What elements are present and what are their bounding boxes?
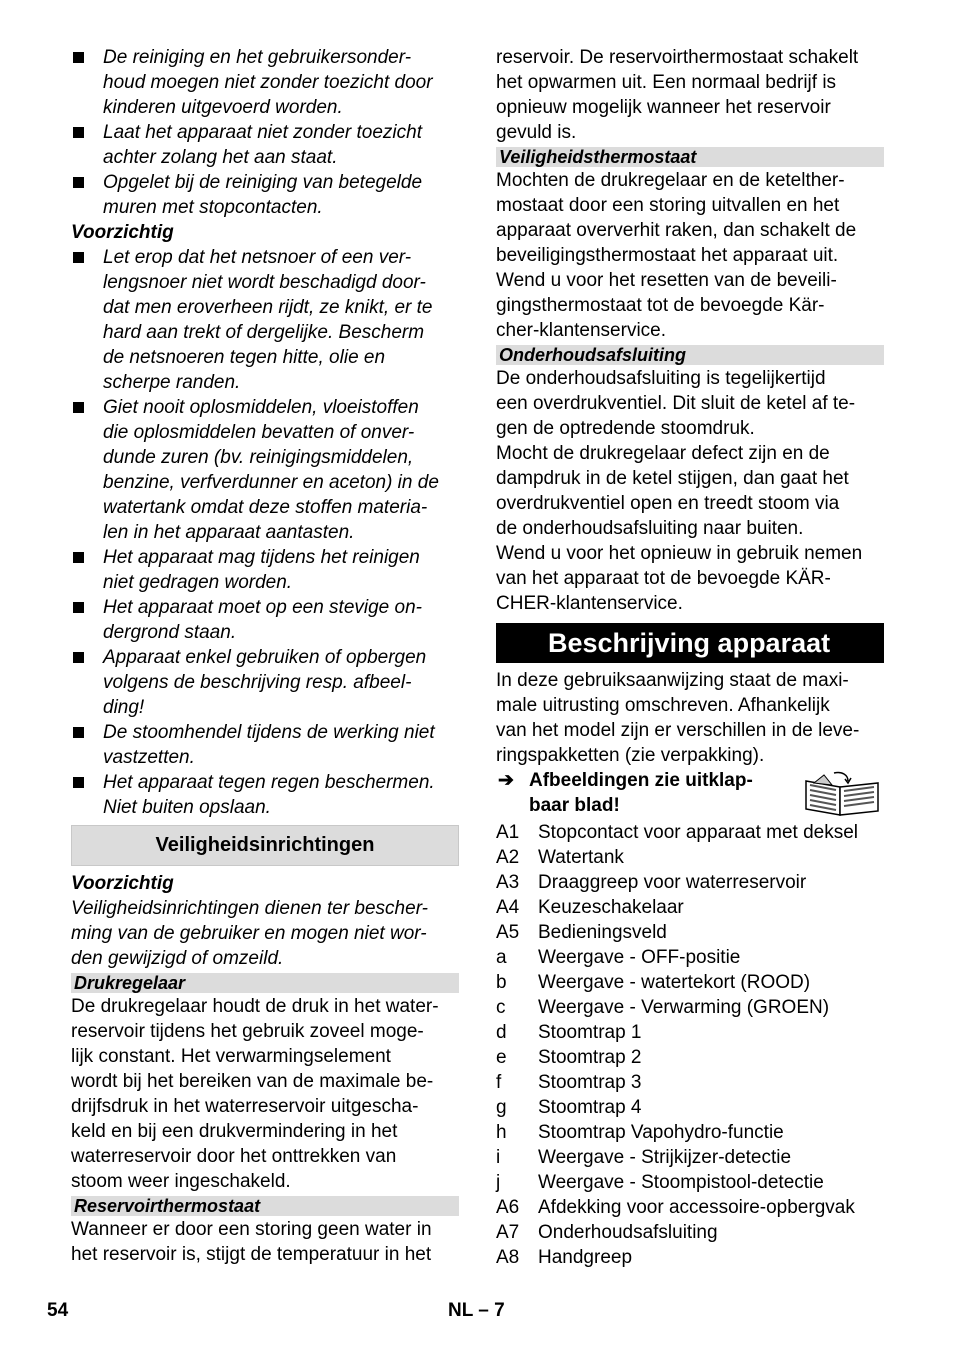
bullet-line: Niet buiten opslaan. — [103, 797, 271, 818]
pressure-regulator-heading: Drukregelaar — [71, 973, 459, 993]
component-label: Weergave - Strijkijzer-detectie — [538, 1147, 792, 1168]
maintenance-closure-text — [496, 366, 884, 616]
reservoir-thermostat-text-cont — [496, 45, 884, 145]
safety-devices-heading: Veiligheidsinrichtingen — [71, 825, 459, 866]
bullet-line: watertank omdat deze stoffen materia- — [103, 497, 428, 518]
bullet-item — [71, 720, 459, 770]
component-label: Weergave - watertekort (ROOD) — [538, 972, 811, 993]
bullet-line: niet gedragen worden. — [103, 572, 293, 593]
text-line: reservoir. De reservoirthermostaat schakelt — [496, 47, 859, 68]
component-list — [496, 820, 884, 1270]
component-label: Stoomtrap 4 — [538, 1097, 642, 1118]
square-bullet-icon — [73, 252, 84, 263]
text-line: De drukregelaar houdt de druk in het water- — [71, 996, 439, 1017]
component-label: Stoomtrap 1 — [538, 1022, 642, 1043]
text-line: ming van de gebruiker en mogen niet wor- — [71, 923, 427, 944]
component-item — [496, 1195, 884, 1220]
text-line: cher-klantenservice. — [496, 320, 667, 341]
bullet-item — [71, 595, 459, 645]
component-label: Handgreep — [538, 1247, 633, 1268]
square-bullet-icon — [73, 727, 84, 738]
safety-thermostat-heading: Veiligheidsthermostaat — [496, 147, 884, 167]
bullet-item — [71, 45, 459, 120]
component-label: Stoomtrap 3 — [538, 1072, 642, 1093]
component-item — [496, 1120, 884, 1145]
bullet-line: lengsnoer niet wordt beschadigd door- — [103, 272, 426, 293]
text-line: waterreservoir door het onttrekken van — [71, 1146, 397, 1167]
component-label: Watertank — [538, 847, 624, 868]
square-bullet-icon — [73, 777, 84, 788]
language-page-label: NL – 7 — [448, 1300, 505, 1321]
component-key: i — [496, 1147, 501, 1168]
component-key: A8 — [496, 1247, 520, 1268]
caution-text — [71, 896, 459, 971]
text-line: ringspakketten (zie verpakking). — [496, 745, 765, 766]
component-item — [496, 1020, 884, 1045]
text-line: Wend u voor het opnieuw in gebruik nemen — [496, 543, 863, 564]
component-item — [496, 1245, 884, 1270]
text-line: reservoir tijdens het gebruik zoveel moge- — [71, 1021, 424, 1042]
safety-thermostat-text — [496, 168, 884, 343]
component-item — [496, 820, 884, 845]
text-line: keld en bij een drukvermindering in het — [71, 1121, 398, 1142]
text-line: een overdrukventiel. Dit sluit de ketel af te- — [496, 393, 856, 414]
maintenance-closure-heading: Onderhoudsafsluiting — [496, 345, 884, 365]
text-line: In deze gebruiksaanwijzing staat de maxi- — [496, 670, 849, 691]
text-line: apparaat oververhit raken, dan schakelt de — [496, 220, 857, 241]
text-line: gen de optredende stoomdruk. — [496, 418, 755, 439]
bullet-line: De stoomhendel tijdens de werking niet — [103, 722, 435, 743]
component-label: Bedieningsveld — [538, 922, 667, 943]
bullet-line: Giet nooit oplosmiddelen, vloeistoffen — [103, 397, 419, 418]
component-key: A2 — [496, 847, 520, 868]
page-number: 54 — [47, 1300, 69, 1321]
bullet-line: achter zolang het aan staat. — [103, 147, 338, 168]
bullet-line: ding! — [103, 697, 145, 718]
component-label: Stoomtrap 2 — [538, 1047, 642, 1068]
bullet-line: volgens de beschrijving resp. afbeel- — [103, 672, 412, 693]
text-line: drijfsdruk in het waterreservoir uitgescha- — [71, 1096, 419, 1117]
caution-label: Voorzichtig — [71, 222, 174, 243]
bullet-line: Let erop dat het netsnoer of een ver- — [103, 247, 412, 268]
text-line: Wend u voor het resetten van de beveili- — [496, 270, 837, 291]
component-item — [496, 995, 884, 1020]
bullet-line: kinderen uitgevoerd worden. — [103, 97, 343, 118]
bullet-line: dergrond staan. — [103, 622, 237, 643]
left-column — [71, 45, 459, 1267]
text-line: wordt bij het bereiken van de maximale be- — [71, 1071, 434, 1092]
bullet-line: vastzetten. — [103, 747, 195, 768]
square-bullet-icon — [73, 177, 84, 188]
arrow-icon: ➔ — [498, 770, 514, 791]
component-label: Weergave - OFF-positie — [538, 947, 741, 968]
bullet-line: De reiniging en het gebruikersonder- — [103, 47, 412, 68]
text-line: overdrukventiel open en treedt stoom via — [496, 493, 840, 514]
component-item — [496, 1170, 884, 1195]
right-column — [496, 45, 884, 1270]
component-item — [496, 970, 884, 995]
component-key: A5 — [496, 922, 520, 943]
square-bullet-icon — [73, 127, 84, 138]
bullet-item — [71, 395, 459, 545]
bullet-item — [71, 645, 459, 720]
text-line: Mocht de drukregelaar defect zijn en de — [496, 443, 830, 464]
component-item — [496, 920, 884, 945]
component-item — [496, 895, 884, 920]
square-bullet-icon — [73, 652, 84, 663]
component-key: A4 — [496, 897, 520, 918]
component-label: Stopcontact voor apparaat met deksel — [538, 822, 859, 843]
component-key: d — [496, 1022, 507, 1043]
bullet-line: dat men eroverheen rijdt, ze knikt, er te — [103, 297, 433, 318]
text-line: van het apparaat tot de bevoegde KÄR- — [496, 568, 831, 589]
bullet-line: de netsnoeren tegen hitte, olie en — [103, 347, 386, 368]
text-line: Mochten de drukregelaar en de ketelther- — [496, 170, 845, 191]
component-key: a — [496, 947, 507, 968]
text-line: Wanneer er door een storing geen water in — [71, 1219, 432, 1240]
text-line: lijk constant. Het verwarmingselement — [71, 1046, 391, 1067]
bullet-line: Opgelet bij de reiniging van betegelde — [103, 172, 423, 193]
component-key: A1 — [496, 822, 520, 843]
bullet-item — [71, 770, 459, 820]
component-key: A3 — [496, 872, 520, 893]
component-label: Draaggreep voor waterreservoir — [538, 872, 807, 893]
text-line: gingsthermostaat tot de bevoegde Kär- — [496, 295, 825, 316]
component-label: Keuzeschakelaar — [538, 897, 684, 918]
square-bullet-icon — [73, 402, 84, 413]
intro-text — [496, 668, 884, 768]
text-line: het opwarmen uit. Een normaal bedrijf is — [496, 72, 837, 93]
text-line: mostaat door een storing uitvallen en het — [496, 195, 840, 216]
see-foldout-line: baar blad! — [529, 795, 620, 816]
see-foldout-line: Afbeeldingen zie uitklap- — [529, 770, 753, 791]
component-item — [496, 870, 884, 895]
bullet-line: Het apparaat tegen regen beschermen. — [103, 772, 435, 793]
text-line: CHER-klantenservice. — [496, 593, 683, 614]
component-key: c — [496, 997, 506, 1018]
component-label: Weergave - Verwarming (GROEN) — [538, 997, 830, 1018]
component-label: Weergave - Stoompistool-detectie — [538, 1172, 824, 1193]
bullet-line: Laat het apparaat niet zonder toezicht — [103, 122, 423, 143]
bullet-item — [71, 245, 459, 395]
component-key: f — [496, 1072, 502, 1093]
text-line: Veiligheidsinrichtingen dienen ter bescher- — [71, 898, 429, 919]
bullet-line: Het apparaat moet op een stevige on- — [103, 597, 422, 618]
component-key: h — [496, 1122, 507, 1143]
component-label: Onderhoudsafsluiting — [538, 1222, 718, 1243]
text-line: beveiligingsthermostaat het apparaat uit. — [496, 245, 839, 266]
bullet-line: Apparaat enkel gebruiken of opbergen — [103, 647, 427, 668]
component-key: A7 — [496, 1222, 520, 1243]
bullet-line: hard aan trekt of dergelijke. Bescherm — [103, 322, 425, 343]
pressure-regulator-text — [71, 994, 459, 1194]
component-key: e — [496, 1047, 507, 1068]
component-key: g — [496, 1097, 507, 1118]
square-bullet-icon — [73, 552, 84, 563]
component-key: j — [496, 1172, 501, 1193]
text-line: dampdruk in de ketel stijgen, dan gaat het — [496, 468, 849, 489]
component-item — [496, 945, 884, 970]
bullet-line: dunde zuren (bv. reinigingsmiddelen, — [103, 447, 414, 468]
bullet-item — [71, 120, 459, 170]
reservoir-thermostat-text — [71, 1217, 459, 1267]
square-bullet-icon — [73, 602, 84, 613]
component-item — [496, 1045, 884, 1070]
bullet-list-general — [71, 45, 459, 220]
component-label: Afdekking voor accessoire-opbergvak — [538, 1197, 855, 1218]
bullet-line: muren met stopcontacten. — [103, 197, 323, 218]
reservoir-thermostat-heading: Reservoirthermostaat — [71, 1196, 459, 1216]
bullet-item — [71, 545, 459, 595]
text-line: gevuld is. — [496, 122, 577, 143]
text-line: opnieuw mogelijk wanneer het reservoir — [496, 97, 831, 118]
text-line: den gewijzigd of omzeild. — [71, 948, 284, 969]
component-key: A6 — [496, 1197, 520, 1218]
component-label: Stoomtrap Vapohydro-functie — [538, 1122, 784, 1143]
text-line: van het model zijn er verschillen in de leve- — [496, 720, 860, 741]
see-foldout-text — [529, 768, 753, 818]
bullet-line: houd moegen niet zonder toezicht door — [103, 72, 433, 93]
bullet-line: die oplosmiddelen bevatten of onver- — [103, 422, 415, 443]
component-item — [496, 845, 884, 870]
open-book-icon — [802, 771, 882, 817]
square-bullet-icon — [73, 52, 84, 63]
section-heading-device-description: Beschrijving apparaat — [496, 623, 884, 663]
text-line: De onderhoudsafsluiting is tegelijkertijd — [496, 368, 826, 389]
text-line: male uitrusting omschreven. Afhankelijk — [496, 695, 830, 716]
bullet-item — [71, 170, 459, 220]
bullet-line: scherpe randen. — [103, 372, 241, 393]
component-item — [496, 1070, 884, 1095]
text-line: stoom weer ingeschakeld. — [71, 1171, 291, 1192]
text-line: het reservoir is, stijgt de temperatuur in het — [71, 1244, 432, 1265]
bullet-list-caution — [71, 245, 459, 820]
bullet-line: Het apparaat mag tijdens het reinigen — [103, 547, 420, 568]
text-line: de onderhoudsafsluiting naar buiten. — [496, 518, 804, 539]
bullet-line: benzine, verfverdunner en aceton) in de — [103, 472, 439, 493]
component-key: b — [496, 972, 507, 993]
component-item — [496, 1095, 884, 1120]
caution-label-2: Voorzichtig — [71, 873, 174, 894]
component-item — [496, 1220, 884, 1245]
component-item — [496, 1145, 884, 1170]
see-foldout-note — [496, 768, 884, 820]
bullet-line: len in het apparaat aantasten. — [103, 522, 355, 543]
